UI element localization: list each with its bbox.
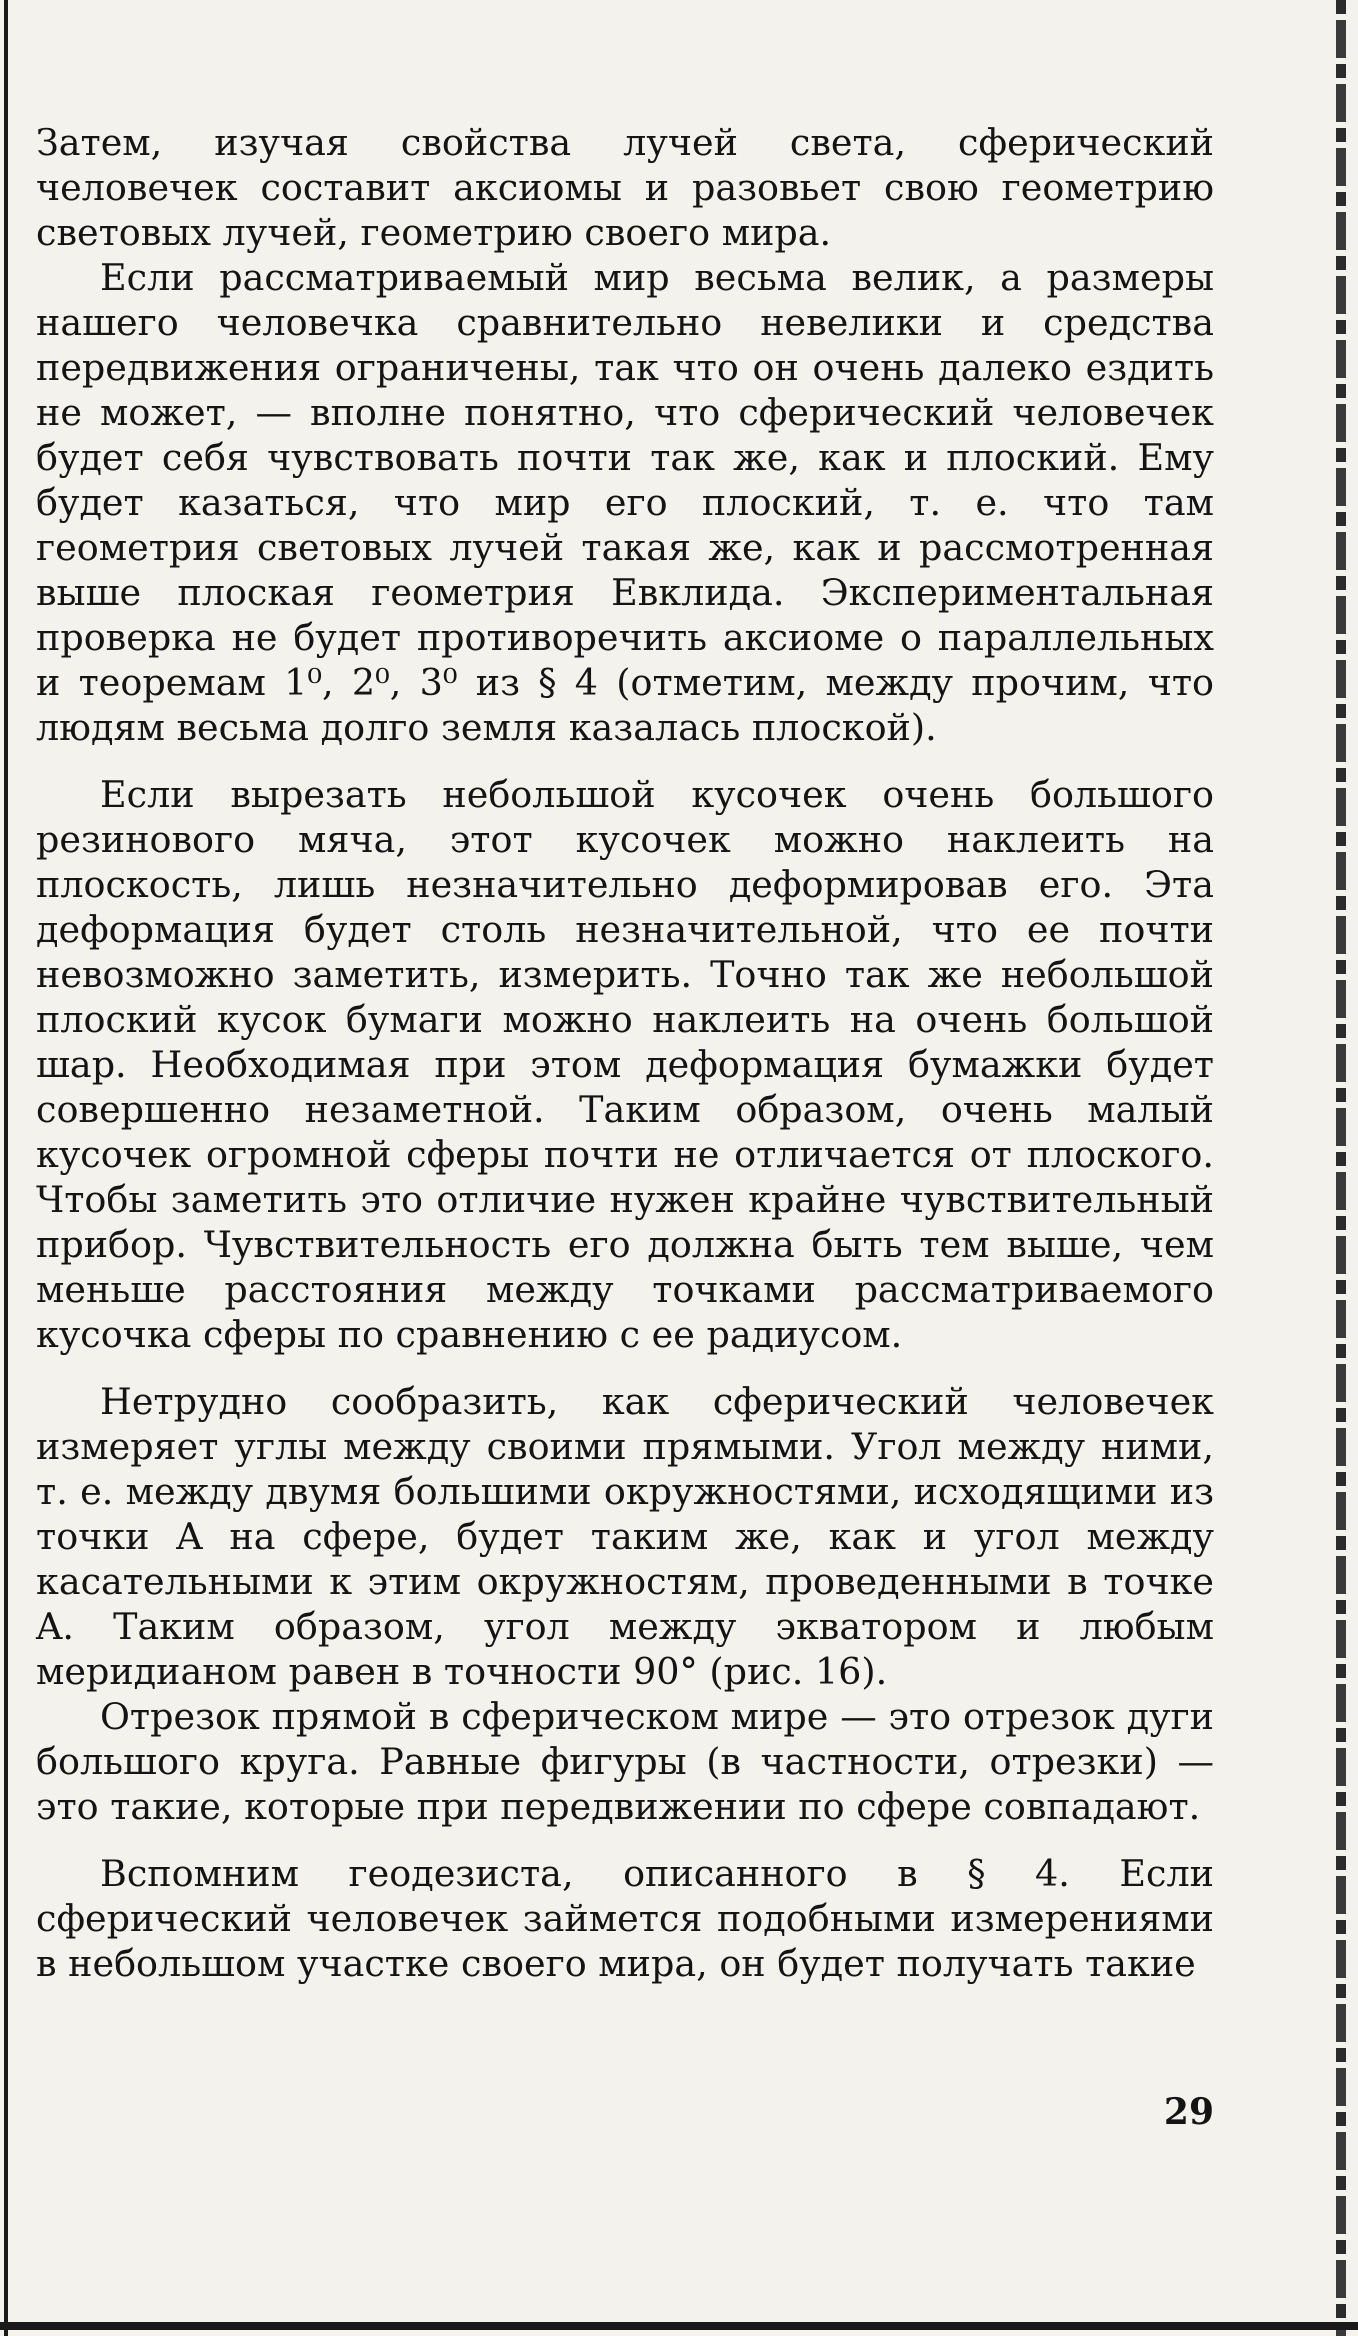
paragraph-6: Вспомним геодезиста, описанного в § 4. Если сферический человечек займется подобными измерениями в небольшом участке своего мира, он будет получать такие (36, 1852, 1214, 1985)
page-number: 29 (1163, 2091, 1214, 2133)
page-left-edge (4, 0, 8, 2336)
body-text (36, 120, 1214, 1986)
paragraph-5: Отрезок прямой в сферическом мире — это отрезок дуги большого круга. Равные фигуры (в частности, отрезки) — это такие, которые при передвижении по сфере совпадают. (36, 1695, 1214, 1828)
paragraph-3: Если вырезать небольшой кусочек очень большого резинового мяча, этот кусочек можно наклеить на плоскость, лишь незначительно деформировав его. Эта деформация будет столь незначительной, что ее почти невозможно заметить, измерить. Точно так же небольшой плоский кусок бумаги можно наклеить на очень большой шар. Необходимая при этом деформация бумажки будет совершенно незаметной. Таким образом, очень малый кусочек огромной сферы почти не отличается от плоского. Чтобы заметить это отличие нужен крайне чувствительный прибор. Чувствительность его должна быть тем выше, чем меньше расстояния между точками рассматриваемого кусочка сферы по сравнению с ее радиусом. (36, 773, 1214, 1356)
page-bottom-edge (0, 2322, 1358, 2330)
paragraph-4: Нетрудно сообразить, как сферический человечек измеряет углы между своими прямыми. Угол между ними, т. е. между двумя большими окружностями, исходящими из точки A на сфере, будет таким же, как и угол между касательными к этим окружностям, проведенными в точке A. Таким образом, угол между экватором и любым меридианом равен в точности 90° (рис. 16). (36, 1380, 1214, 1693)
page-right-edge (1336, 0, 1346, 2336)
paragraph-1: Затем, изучая свойства лучей света, сферический человечек составит аксиомы и разовьет свою геометрию световых лучей, геометрию своего мира. (36, 121, 1214, 254)
paragraph-2: Если рассматриваемый мир весьма велик, а размеры нашего человечка сравнительно невелики и средства передвижения ограничены, так что он очень далеко ездить не может, — вполне понятно, что сферический человечек будет себя чувствовать почти так же, как и плоский. Ему будет казаться, что мир его плоский, т. е. что там геометрия световых лучей такая же, как и рассмотренная выше плоская геометрия Евклида. Экспериментальная проверка не будет противоречить аксиоме о параллельных и теоремам 1⁰, 2⁰, 3⁰ из § 4 (отметим, между прочим, что людям весьма долго земля казалась плоской). (36, 256, 1214, 749)
